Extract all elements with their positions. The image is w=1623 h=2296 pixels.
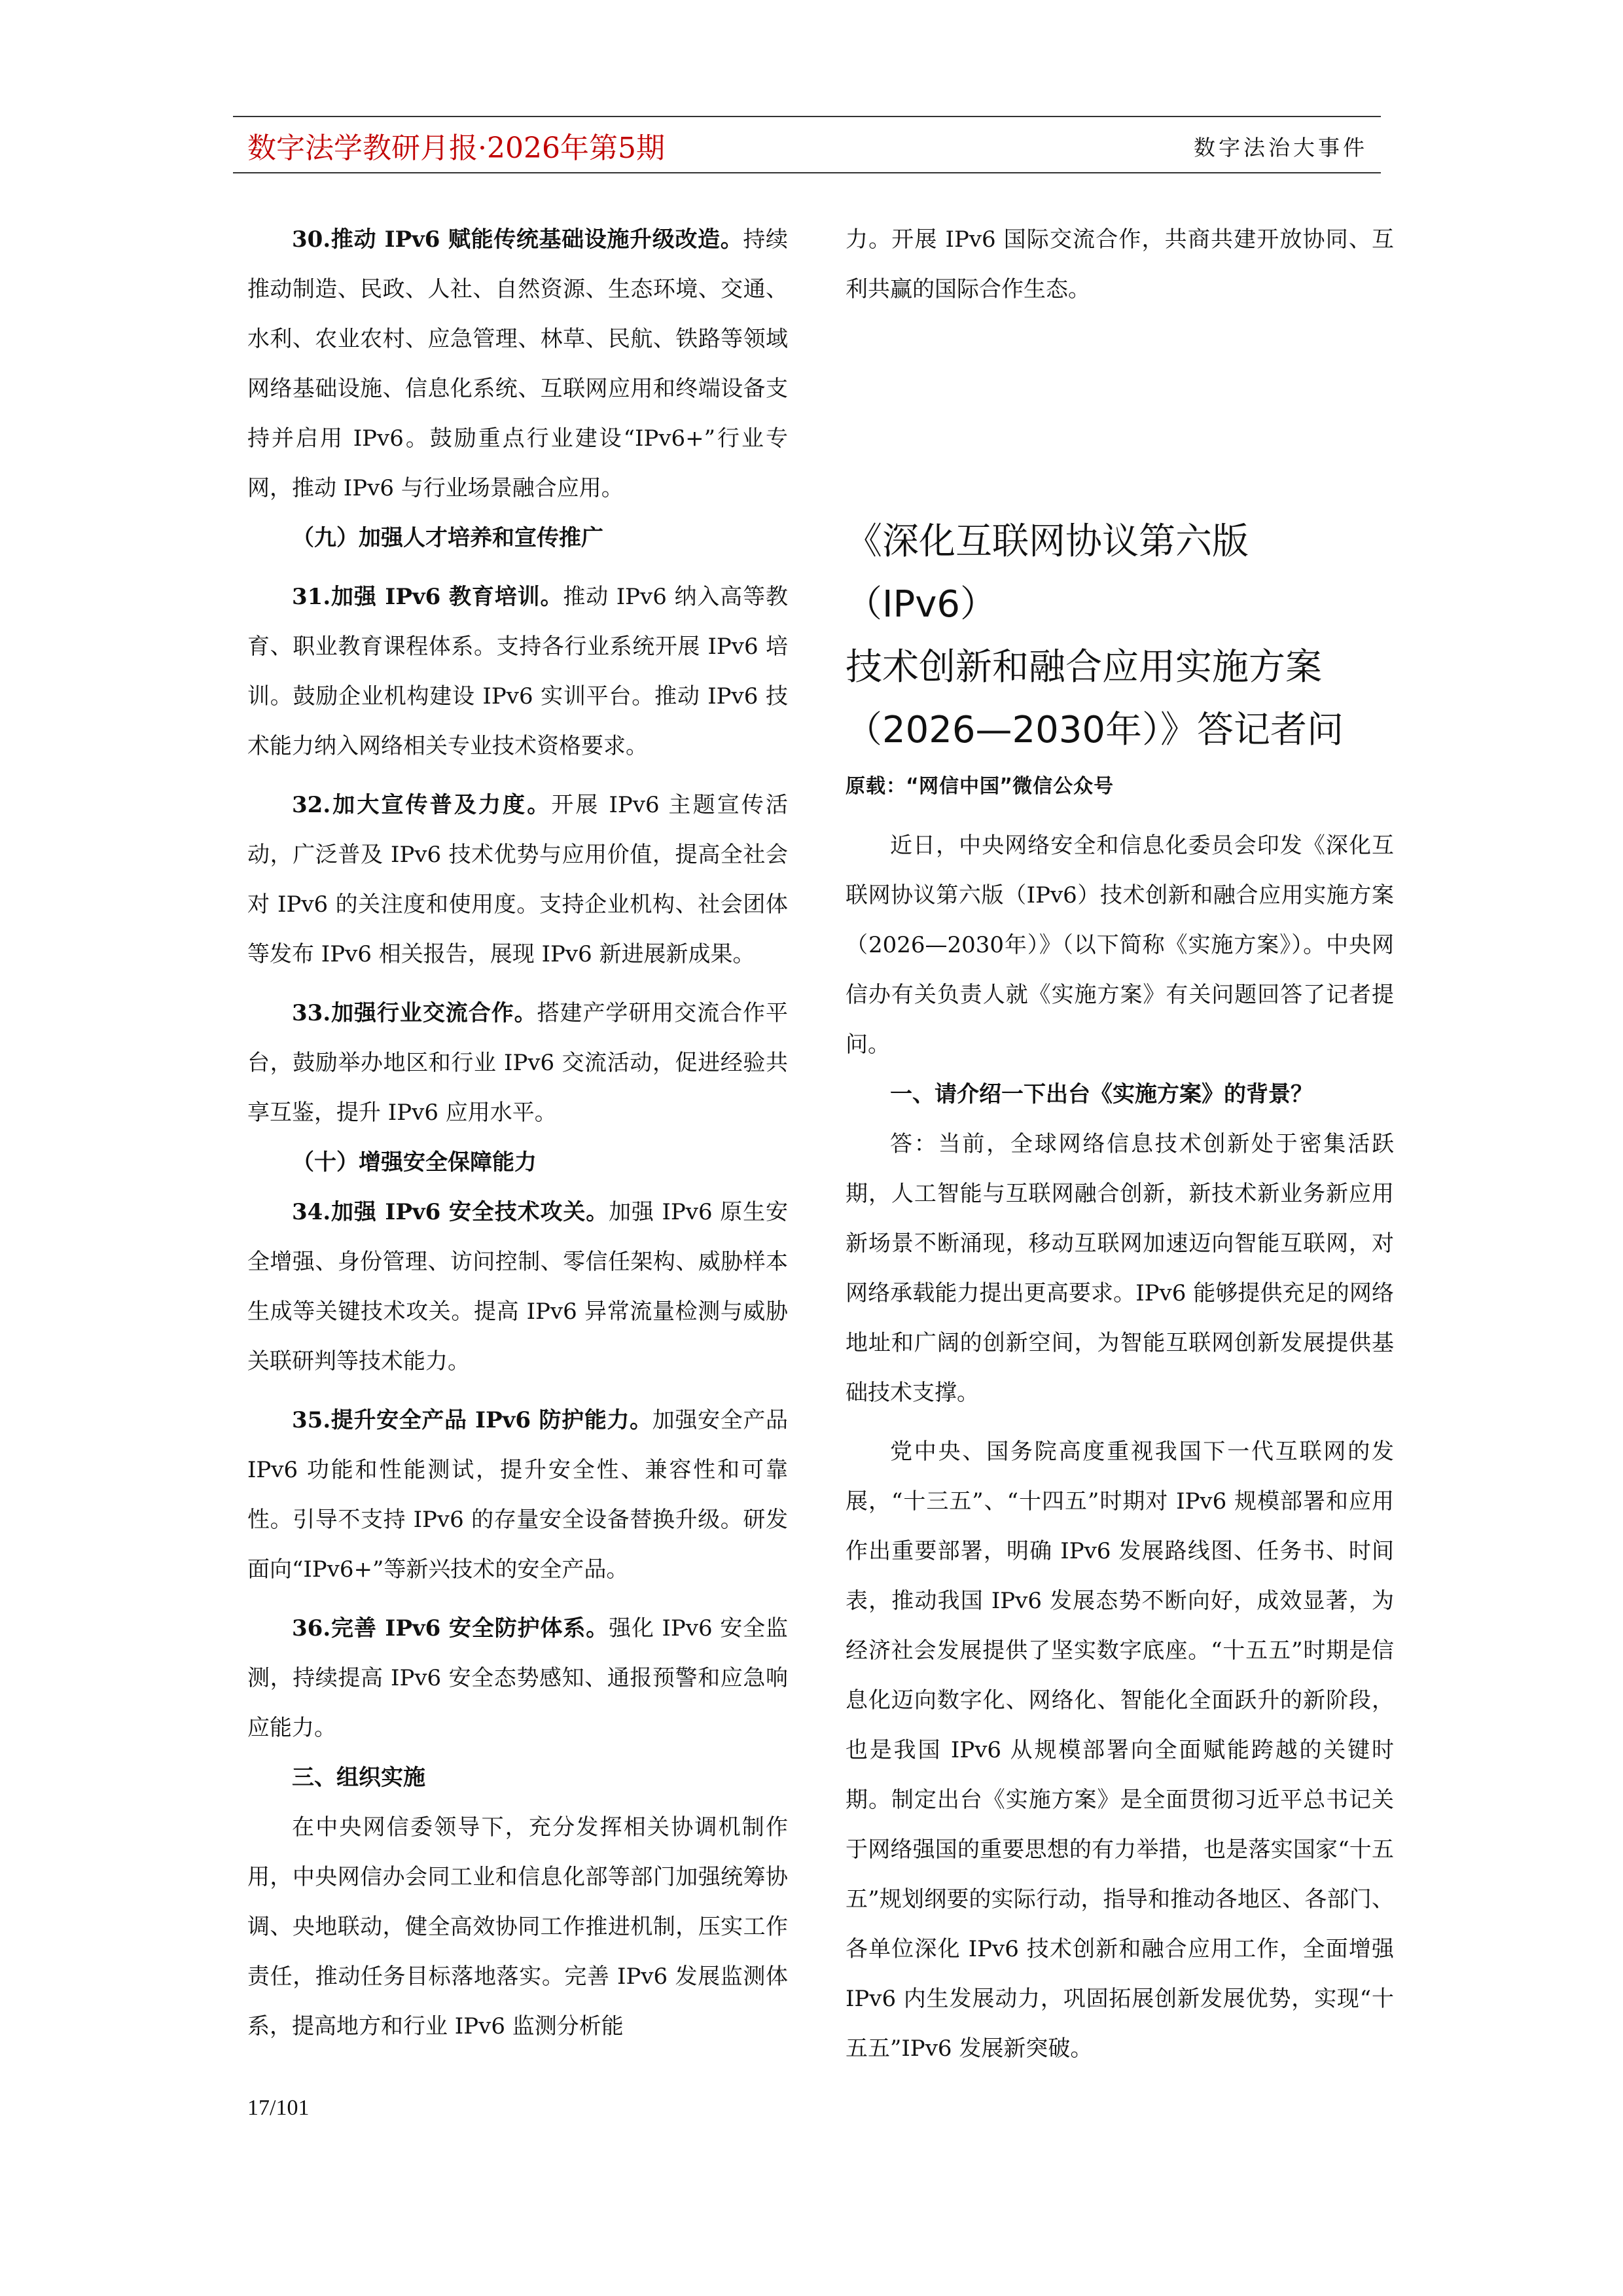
section-heading-3: 三、组织实施 bbox=[292, 1765, 425, 1791]
article-title-line-2: 技术创新和融合应用实施方案 bbox=[846, 646, 1322, 689]
intro-paragraph: 近日，中央网络安全和信息化委员会印发《深化互联网协议第六版（IPv6）技术创新和融合应用实施方案（2026—2030年）》（以下简称《实施方案》）。中央网信办有关负责人就《实施方案》有关问题回答了记者提问。 bbox=[846, 833, 1394, 1058]
header-top-rule bbox=[233, 116, 1381, 117]
item-34-title: 34.加强 IPv6 安全技术攻关。 bbox=[292, 1199, 609, 1225]
item-31-body: 推动 IPv6 纳入高等教育、职业教育课程体系。支持各行业系统开展 IPv6 培训。鼓励企业机构建设 IPv6 实训平台。推动 IPv6 技术能力纳入网络相关专业技术资格要求。 bbox=[247, 584, 788, 759]
item-35 bbox=[247, 1395, 788, 1594]
item-31-title: 31.加强 IPv6 教育培训。 bbox=[292, 584, 563, 610]
question-1: 一、请介绍一下出台《实施方案》的背景？ bbox=[890, 1081, 1313, 1107]
item-33 bbox=[247, 988, 788, 1138]
journal-title: 数字法学教研月报·2026年第5期 bbox=[247, 132, 665, 165]
right-column bbox=[846, 215, 1394, 2073]
item-36-body: 强化 IPv6 安全监测，持续提高 IPv6 安全态势感知、通报预警和应急响应能力。 bbox=[247, 1615, 788, 1741]
article-title bbox=[846, 511, 1394, 762]
item-36-title: 36.完善 IPv6 安全防护体系。 bbox=[292, 1615, 609, 1641]
section-label: 数字法治大事件 bbox=[1194, 135, 1368, 160]
item-31 bbox=[247, 572, 788, 771]
header-bottom-rule bbox=[233, 172, 1381, 173]
organization-paragraph: 在中央网信委领导下，充分发挥相关协调机制作用，中央网信办会同工业和信息化部等部门加强统筹协调、央地联动，健全高效协同工作推进机制，压实工作责任，推动任务目标落地落实。完善 IPv6 发展监测体系，提高地方和行业 IPv6 监测分析能 bbox=[247, 1814, 788, 2039]
item-33-body: 搭建产学研用交流合作平台，鼓励举办地区和行业 IPv6 交流活动，促进经验共享互鉴，提升 IPv6 应用水平。 bbox=[247, 1000, 788, 1126]
item-32 bbox=[247, 780, 788, 979]
answer-1-paragraph-1: 答：当前，全球网络信息技术创新处于密集活跃期，人工智能与互联网融合创新，新技术新业务新应用新场景不断涌现，移动互联网加速迈向智能互联网，对网络承载能力提出更高要求。IPv6 能够提供充足的网络地址和广阔的创新空间，为智能互联网创新发展提供基础技术支撑。 bbox=[846, 1131, 1394, 1406]
answer-1-paragraph-2: 党中央、国务院高度重视我国下一代互联网的发展，“十三五”、“十四五”时期对 IPv6 规模部署和应用作出重要部署，明确 IPv6 发展路线图、任务书、时间表，推动我国 IPv6 发展态势不断向好，成效显著，为经济社会发展提供了坚实数字底座。“十五五”时期是信息化迈向数字化、网络化、智能化全面跃升的新阶段，也是我国 IPv6 从规模部署向全面赋能跨越的关键时期。制定出台《实施方案》是全面贯彻习近平总书记关于网络强国的重要思想的有力举措，也是落实国家“十五五”规划纲要的实际行动，指导和推动各地区、各部门、各单位深化 IPv6 技术创新和融合应用工作，全面增强 IPv6 内生发展动力，巩固拓展创新发展优势，实现“十五五”IPv6 发展新突破。 bbox=[846, 1439, 1394, 2062]
item-34-body: 加强 IPv6 原生安全增强、身份管理、访问控制、零信任架构、威胁样本生成等关键技术攻关。提高 IPv6 异常流量检测与威胁关联研判等技术能力。 bbox=[247, 1199, 788, 1374]
article-title-line-1: 《深化互联网协议第六版（IPv6） bbox=[846, 520, 1249, 626]
item-30 bbox=[247, 215, 788, 513]
item-32-body: 开展 IPv6 主题宣传活动，广泛普及 IPv6 技术优势与应用价值，提高全社会对 IPv6 的关注度和使用度。支持企业机构、社会团体等发布 IPv6 相关报告，展现 IPv6 新进展新成果。 bbox=[247, 792, 788, 967]
source-line: 原载：“网信中国”微信公众号 bbox=[846, 775, 1115, 798]
page-number: 17/101 bbox=[247, 2096, 310, 2120]
left-column bbox=[247, 215, 788, 2051]
item-30-title: 30.推动 IPv6 赋能传统基础设施升级改造。 bbox=[292, 226, 743, 253]
item-30-body: 持续推动制造、民政、人社、自然资源、生态环境、交通、水利、农业农村、应急管理、林草、民航、铁路等领域网络基础设施、信息化系统、互联网应用和终端设备支持并启用 IPv6。鼓励重点行业建设“IPv6+”行业专网，推动 IPv6 与行业场景融合应用。 bbox=[247, 226, 788, 501]
column-spacer bbox=[846, 314, 1394, 511]
item-32-title: 32.加大宣传普及力度。 bbox=[292, 792, 552, 818]
item-35-title: 35.提升安全产品 IPv6 防护能力。 bbox=[292, 1407, 652, 1433]
item-36 bbox=[247, 1604, 788, 1753]
continued-paragraph: 力。开展 IPv6 国际交流合作，共商共建开放协同、互利共赢的国际合作生态。 bbox=[846, 226, 1394, 302]
article-title-line-3: （2026—2030年）》答记者问 bbox=[846, 709, 1344, 751]
item-33-title: 33.加强行业交流合作。 bbox=[292, 1000, 537, 1026]
subheading-10: （十）增强安全保障能力 bbox=[292, 1149, 537, 1175]
item-35-body: 加强安全产品 IPv6 功能和性能测试，提升安全性、兼容性和可靠性。引导不支持 IPv6 的存量安全设备替换升级。研发面向“IPv6+”等新兴技术的安全产品。 bbox=[247, 1407, 788, 1583]
subheading-9: （九）加强人才培养和宣传推广 bbox=[292, 525, 603, 551]
item-34 bbox=[247, 1187, 788, 1386]
